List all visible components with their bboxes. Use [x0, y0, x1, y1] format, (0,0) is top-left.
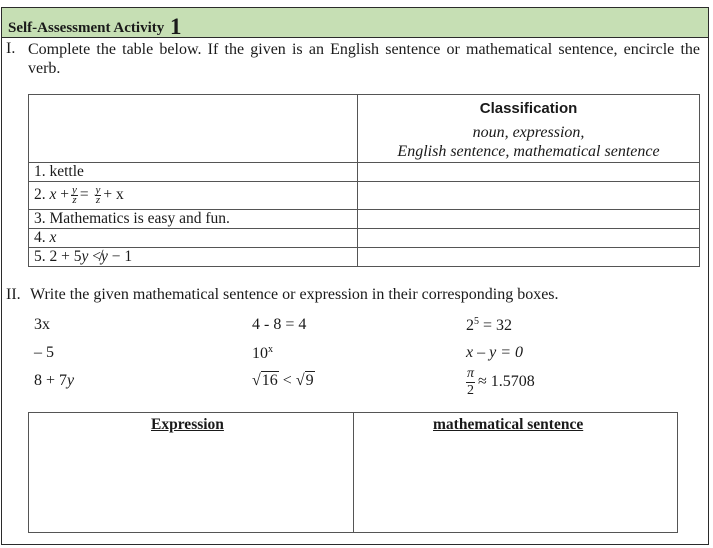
- item-10-power-x: 10$^x$: [252, 344, 273, 362]
- table-row: [29, 163, 700, 182]
- row-4-item: 4. x: [29, 229, 358, 248]
- item-minus-5: – 5: [34, 344, 54, 361]
- part2-instruction: Write the given mathematical sentence or expression in their corresponding boxes.: [30, 286, 559, 303]
- activity-number: 1: [169, 14, 182, 39]
- radical-icon: √: [295, 372, 305, 389]
- table-header-row: [29, 95, 700, 163]
- radical-icon: √: [252, 372, 261, 389]
- row-2-item: 2. x + $\frac{y}{z}$ = $\frac{y}{z}$ + x: [29, 182, 358, 210]
- classification-header: Classification: [479, 99, 578, 117]
- classification-table: [28, 94, 700, 267]
- boxes-divider: [353, 413, 354, 532]
- sorting-boxes: [28, 412, 678, 533]
- item-2-power-5: $2^5 = 32$: [466, 316, 513, 334]
- item-sqrt-inequality: √16 < √9: [252, 372, 314, 389]
- table-row: [29, 210, 700, 229]
- row-5-item: 5. 2 + 5y ≮y − 1: [29, 248, 358, 267]
- row-5-answer-cell[interactable]: [358, 248, 700, 267]
- mathematical-sentence-box-label: mathematical sentence: [433, 416, 584, 433]
- part1-instruction: Complete the table below. If the given is an English sentence or mathematical sentence, encircle the verb.: [28, 41, 700, 77]
- item-x-minus-y: x – y = 0: [466, 344, 523, 361]
- table-header-empty-cell: [29, 95, 358, 163]
- activity-header: [2, 8, 708, 38]
- activity-title: Self-Assessment Activity 1: [8, 14, 182, 39]
- part2-numeral: II.: [6, 286, 21, 303]
- item-4-minus-8: 4 - 8 = 4: [252, 316, 307, 333]
- expression-box-label: Expression: [151, 416, 224, 433]
- table-row: [29, 182, 700, 210]
- item-8-plus-7y: 8 + 7y: [34, 372, 75, 389]
- part1-numeral: I.: [6, 40, 16, 57]
- row-3-item: 3. Mathematics is easy and fun.: [29, 210, 358, 229]
- item-pi-over-2: $\frac{\pi}{2}$ ≈ 1.5708: [467, 366, 535, 398]
- classification-header-cell: [358, 95, 700, 163]
- classification-options: noun, expression, English sentence, mathematical sentence: [397, 123, 660, 160]
- row-3-answer-cell[interactable]: [358, 210, 700, 229]
- table-row: [29, 248, 700, 267]
- row-4-answer-cell[interactable]: [358, 229, 700, 248]
- row-1-item: 1. kettle: [29, 163, 358, 182]
- top-strip: [0, 0, 713, 6]
- row-1-answer-cell[interactable]: [358, 163, 700, 182]
- row-2-answer-cell[interactable]: [358, 182, 700, 210]
- item-3x: 3x: [34, 316, 50, 333]
- table-row: [29, 229, 700, 248]
